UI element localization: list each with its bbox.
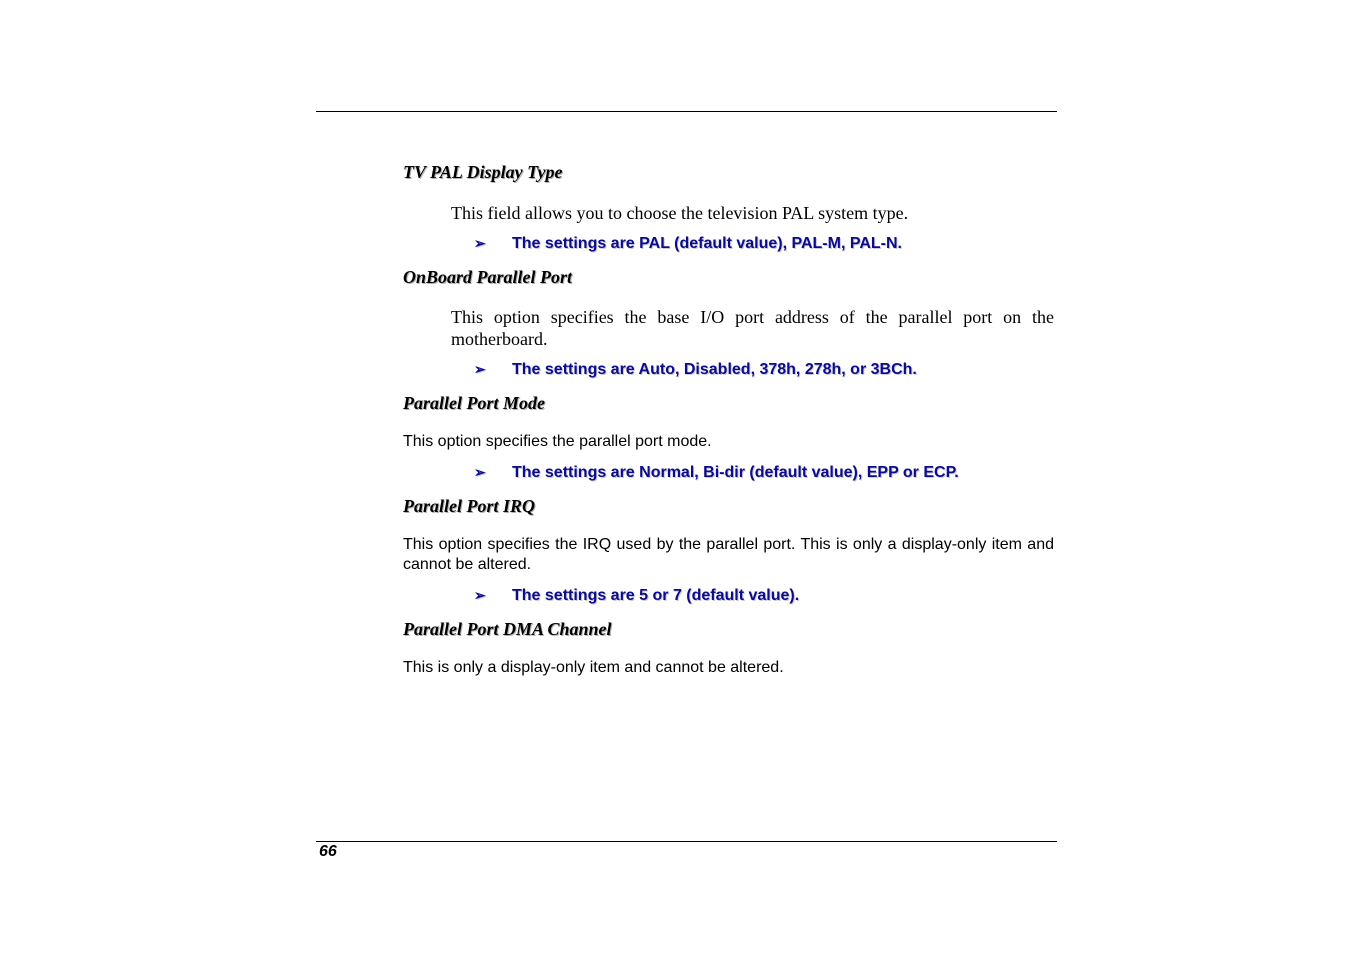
section-heading-parallel-port-irq: Parallel Port IRQ	[403, 496, 536, 516]
section-body-parallel-port-irq: This option specifies the IRQ used by the parallel port. This is only a display-only item and cannot be altered.	[403, 536, 1054, 573]
settings-line-tv-pal-display-type	[474, 235, 902, 253]
page-number: 66	[319, 843, 337, 860]
arrow-bullet-icon: ➢	[474, 235, 486, 251]
settings-text: The settings are Normal, Bi-dir (default value), EPP or ECP.	[512, 464, 959, 481]
section-heading-tv-pal-display-type: TV PAL Display Type	[403, 162, 563, 182]
settings-text: The settings are PAL (default value), PAL-M, PAL-N.	[512, 235, 902, 252]
settings-text: The settings are Auto, Disabled, 378h, 278h, or 3BCh.	[512, 361, 917, 378]
settings-line-onboard-parallel-port	[474, 361, 917, 379]
settings-line-parallel-port-mode	[474, 464, 959, 482]
section-body-parallel-port-dma-channel: This is only a display-only item and cannot be altered.	[403, 659, 784, 676]
settings-text: The settings are 5 or 7 (default value).	[512, 587, 800, 604]
section-heading-parallel-port-dma-channel: Parallel Port DMA Channel	[403, 619, 612, 639]
section-body-tv-pal-display-type: This field allows you to choose the television PAL system type.	[451, 203, 909, 223]
settings-line-parallel-port-irq	[474, 587, 799, 605]
arrow-bullet-icon: ➢	[474, 587, 486, 603]
arrow-bullet-icon: ➢	[474, 361, 486, 377]
arrow-bullet-icon: ➢	[474, 464, 486, 480]
section-body-onboard-parallel-port: This option specifies the base I/O port address of the parallel port on the motherboard.	[451, 307, 1054, 349]
section-body-parallel-port-mode: This option specifies the parallel port mode.	[403, 433, 712, 450]
header-rule	[316, 111, 1057, 112]
footer-rule	[316, 841, 1057, 842]
section-heading-parallel-port-mode: Parallel Port Mode	[403, 393, 545, 413]
section-heading-onboard-parallel-port: OnBoard Parallel Port	[403, 267, 573, 287]
